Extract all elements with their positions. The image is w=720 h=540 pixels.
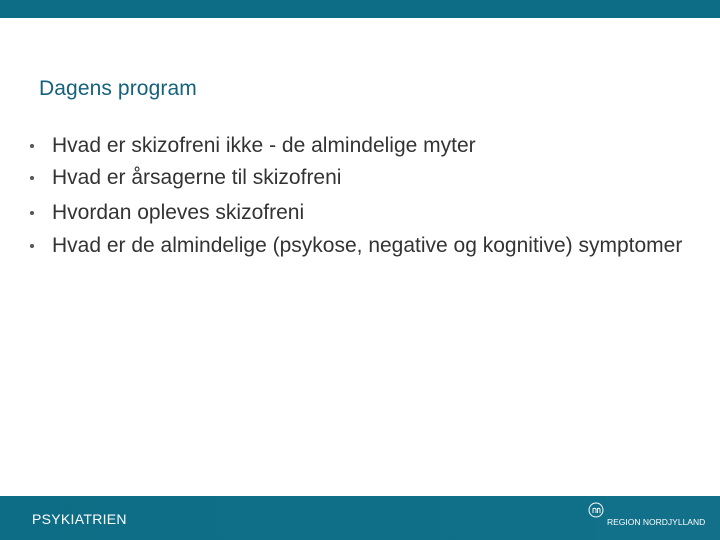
bullet-text: Hvordan opleves skizofreni — [52, 201, 305, 224]
bullet-dot-icon — [30, 144, 34, 148]
bullet-dot-icon — [30, 244, 34, 248]
psykiatrien-logo-text: PSYKIATRIEN — [32, 511, 127, 527]
bullet-item — [52, 198, 692, 228]
bullet-dot-icon — [30, 176, 34, 180]
bullet-item — [52, 131, 692, 161]
bullet-item — [52, 163, 692, 193]
region-nordjylland-text: REGION NORDJYLLAND — [607, 517, 706, 527]
top-banner — [0, 0, 720, 18]
bullet-text: Hvad er skizofreni ikke - de almindelige myter — [52, 134, 476, 157]
bullet-text: Hvad er årsagerne til skizofreni — [52, 166, 342, 189]
bullet-dot-icon — [30, 211, 34, 215]
slide-title: Dagens program — [39, 77, 197, 100]
footer-bar — [0, 496, 720, 540]
bullet-item — [52, 231, 692, 261]
region-nordjylland-logo-icon — [588, 502, 604, 518]
bullet-text: Hvad er de almindelige (psykose, negative og kognitive) symptomer — [52, 234, 683, 257]
